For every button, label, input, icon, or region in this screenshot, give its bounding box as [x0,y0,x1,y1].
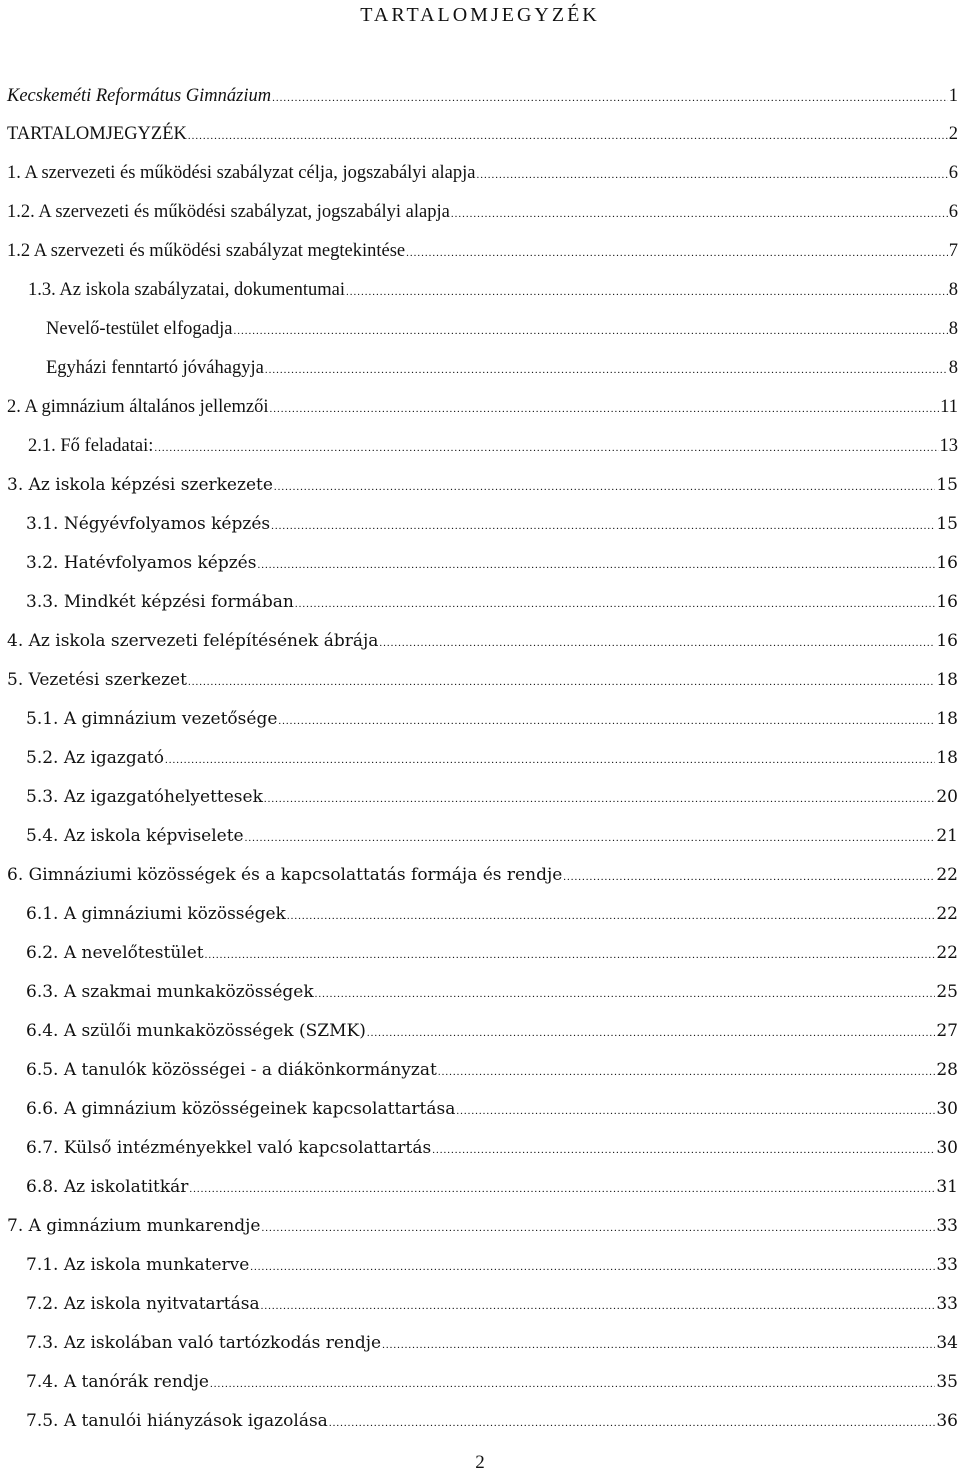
toc-entry-label[interactable]: Nevelő-testület elfogadja [46,319,233,339]
toc-leader-dots [379,629,935,657]
toc-entry-label[interactable]: 7.1. Az iskola munkaterve [26,1255,250,1275]
toc-entry-page[interactable]: 22 [936,904,958,924]
toc-entry-page[interactable]: 8 [948,280,958,300]
toc-entry[interactable] [7,120,958,150]
toc-entry[interactable] [26,1368,958,1398]
toc-entry-page[interactable]: 7 [948,241,958,261]
toc-entry-page[interactable]: 8 [948,319,958,339]
toc-leader-dots [287,902,936,930]
toc-leader-dots [278,707,935,735]
toc-entry-label[interactable]: 6.8. Az iskolatitkár [26,1177,189,1197]
toc-leader-dots [315,980,936,1008]
page-number: 2 [475,1452,485,1473]
toc-leader-dots [165,746,935,774]
toc-entry[interactable] [26,588,958,618]
toc-entry-label[interactable]: 3. Az iskola képzési szerkezete [7,475,273,495]
toc-entry[interactable] [26,822,958,852]
toc-entry[interactable] [26,1017,958,1047]
toc-entry-page[interactable]: 16 [936,592,958,612]
toc-entry[interactable] [26,978,958,1008]
toc-entry[interactable] [46,354,958,384]
toc-entry[interactable] [26,1290,958,1320]
toc-entry-label[interactable]: 1.3. Az iskola szabályzatai, dokumentumai [28,280,345,300]
toc-leader-dots [233,317,947,345]
toc-entry-label[interactable]: Kecskeméti Református Gimnázium [7,86,272,106]
toc-leader-dots [210,1370,935,1398]
toc-entry-label[interactable]: 7. A gimnázium munkarendje [7,1216,261,1236]
toc-entry-label[interactable]: 6.5. A tanulók közösségei - a diákönkormányzat [26,1060,437,1080]
toc-entry[interactable] [26,939,958,969]
toc-leader-dots [295,590,936,618]
toc-entry[interactable] [26,1251,958,1281]
toc-entry-label[interactable]: 7.3. Az iskolában való tartózkodás rendje [26,1333,382,1353]
toc-entry-label[interactable]: 5.1. A gimnázium vezetősége [26,709,278,729]
toc-entry[interactable] [26,705,958,735]
toc-entry-page[interactable]: 6 [948,163,958,183]
toc-entry[interactable] [28,432,958,462]
toc-entry-page[interactable]: 25 [936,982,958,1002]
toc-entry-page[interactable]: 35 [936,1372,958,1392]
toc-leader-dots [265,356,948,384]
toc-entry-page[interactable]: 16 [936,553,958,573]
toc-entry[interactable] [26,510,958,540]
toc-leader-dots [476,161,947,189]
toc-entry-page[interactable]: 33 [936,1216,958,1236]
toc-entry[interactable] [7,159,958,189]
toc-leader-dots [264,785,935,813]
toc-entry-label[interactable]: 5. Vezetési szerkezet [7,670,187,690]
toc-leader-dots [262,1214,936,1242]
toc-leader-dots [406,239,948,267]
toc-entry-page[interactable]: 18 [936,709,958,729]
page-title: TARTALOMJEGYZÉK [360,4,600,26]
toc-entry-page[interactable]: 18 [936,670,958,690]
toc-entry-label[interactable]: 3.2. Hatévfolyamos képzés [26,553,257,573]
toc-entry[interactable] [7,198,958,228]
toc-leader-dots [245,824,936,852]
toc-entry-page[interactable]: 6 [948,202,958,222]
toc-entry-page[interactable]: 22 [936,865,958,885]
toc-entry-page[interactable]: 15 [936,514,958,534]
toc-entry[interactable] [26,1056,958,1086]
toc-entry-label[interactable]: 3.3. Mindkét képzési formában [26,592,294,612]
toc-entry[interactable] [26,783,958,813]
toc-entry-page[interactable]: 33 [936,1294,958,1314]
toc-entry-label[interactable]: Egyházi fenntartó jóváhagyja [46,358,264,378]
toc-entry[interactable] [7,471,958,501]
toc-entry-page[interactable]: 28 [936,1060,958,1080]
toc-entry-label[interactable]: 6.3. A szakmai munkaközösségek [26,982,314,1002]
toc-entry[interactable] [26,744,958,774]
toc-leader-dots [250,1253,935,1281]
toc-entry[interactable] [26,1329,958,1359]
toc-entry-page[interactable]: 13 [939,436,958,456]
toc-entry-page[interactable]: 2 [948,124,958,144]
toc-leader-dots [382,1331,935,1359]
toc-entry-page[interactable]: 36 [936,1411,958,1431]
toc-entry-label[interactable]: 7.5. A tanulói hiányzások igazolása [26,1411,328,1431]
toc-entry-label[interactable]: 6.1. A gimnáziumi közösségek [26,904,286,924]
toc-leader-dots [456,1097,935,1125]
toc-leader-dots [563,863,935,891]
toc-entry[interactable] [26,1173,958,1203]
toc-entry-label[interactable]: 1. A szervezeti és működési szabályzat célja, jogszabályi alapja [7,163,476,183]
toc-entry-label[interactable]: 2. A gimnázium általános jellemzői [7,397,269,417]
toc-entry-label[interactable]: 6.7. Külső intézményekkel való kapcsolattartás [26,1138,432,1158]
toc-entry-label[interactable]: 7.2. Az iskola nyitvatartása [26,1294,260,1314]
toc-entry[interactable] [26,1134,958,1164]
toc-entry-label[interactable]: 1.2 A szervezeti és működési szabályzat megtekintése [7,241,406,261]
toc-leader-dots [270,395,940,423]
toc-leader-dots [261,1292,936,1320]
toc-entry-page[interactable]: 1 [948,86,958,106]
toc-leader-dots [274,473,935,501]
toc-entry-label[interactable]: 5.2. Az igazgató [26,748,164,768]
toc-entry-page[interactable]: 22 [936,943,958,963]
toc-entry-label[interactable]: 6. Gimnáziumi közösségek és a kapcsolattatás formája és rendje [7,865,563,885]
toc-entry[interactable] [7,861,958,891]
toc-leader-dots [154,434,938,462]
toc-entry[interactable] [7,666,958,696]
toc-entry[interactable] [26,1407,958,1437]
toc-entry-page[interactable]: 8 [948,358,958,378]
toc-entry[interactable] [7,82,958,112]
toc-leader-dots [188,122,948,150]
toc-entry-label[interactable]: 6.4. A szülői munkaközösségek (SZMK) [26,1021,366,1041]
toc-leader-dots [432,1136,935,1164]
toc-leader-dots [188,668,935,696]
toc-entry[interactable] [7,393,958,423]
toc-entry-page[interactable]: 27 [936,1021,958,1041]
toc-entry-label[interactable]: 6.6. A gimnázium közösségeinek kapcsolattartása [26,1099,456,1119]
toc-entry[interactable] [7,237,958,267]
toc-entry-label[interactable]: 2.1. Fő feladatai: [28,436,154,456]
toc-entry[interactable] [46,315,958,345]
toc-leader-dots [346,278,948,306]
toc-entry[interactable] [26,549,958,579]
toc-entry-label[interactable]: 3.1. Négyévfolyamos képzés [26,514,271,534]
toc-entry-page[interactable]: 21 [936,826,958,846]
toc-entry-page[interactable]: 31 [936,1177,958,1197]
toc-leader-dots [438,1058,936,1086]
toc-entry-label[interactable]: 1.2. A szervezeti és működési szabályzat, jogszabályi alapja [7,202,450,222]
toc-leader-dots [205,941,936,969]
toc-entry-page[interactable]: 15 [936,475,958,495]
toc-entry-page[interactable]: 33 [936,1255,958,1275]
toc-entry-label[interactable]: 4. Az iskola szervezeti felépítésének ábrája [7,631,379,651]
toc-entry-page[interactable]: 18 [936,748,958,768]
toc-entry-page[interactable]: 34 [936,1333,958,1353]
toc-entry-page[interactable]: 30 [936,1099,958,1119]
toc-leader-dots [271,512,935,540]
toc-entry-label[interactable]: 6.2. A nevelőtestület [26,943,204,963]
toc-leader-dots [257,551,935,579]
toc-entry-label[interactable]: 7.4. A tanórák rendje [26,1372,209,1392]
toc-entry[interactable] [26,900,958,930]
toc-entry[interactable] [26,1095,958,1125]
toc-entry[interactable] [7,1212,958,1242]
toc-leader-dots [451,200,948,228]
toc-entry-page[interactable]: 20 [936,787,958,807]
toc-entry[interactable] [7,627,958,657]
toc-entry-label[interactable]: 5.4. Az iskola képviselete [26,826,244,846]
toc-entry-page[interactable]: 16 [936,631,958,651]
toc-leader-dots [367,1019,936,1047]
toc-entry-label[interactable]: TARTALOMJEGYZÉK [7,124,187,144]
toc-leader-dots [329,1409,936,1437]
toc-entry[interactable] [28,276,958,306]
toc-leader-dots [189,1175,935,1203]
toc-entry-label[interactable]: 5.3. Az igazgatóhelyettesek [26,787,263,807]
toc-leader-dots [272,84,948,112]
toc-entry-page[interactable]: 11 [940,397,958,417]
toc-entry-page[interactable]: 30 [936,1138,958,1158]
